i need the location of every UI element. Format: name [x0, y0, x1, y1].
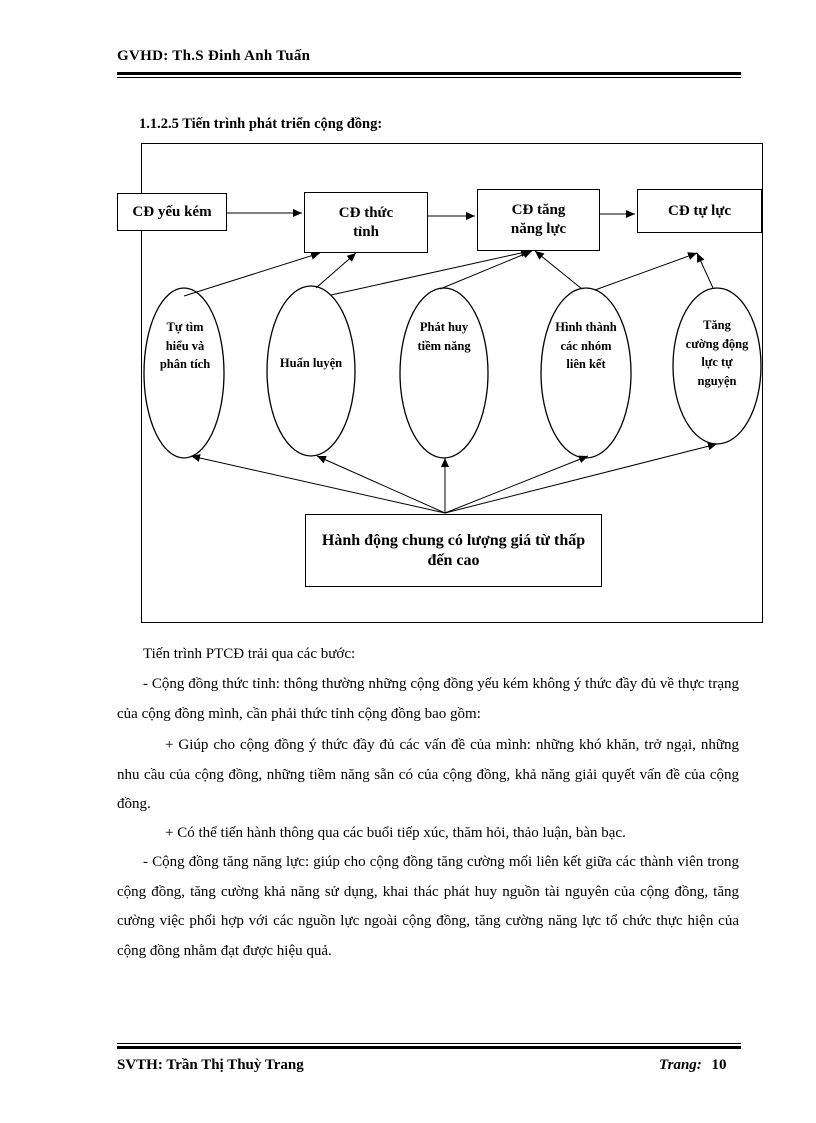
stage-box-2 [304, 192, 428, 253]
base-action-label: Hành động chung có lượng giá từ thấp đến cao [321, 531, 586, 569]
body-intro: Tiến trình PTCĐ trải qua các bước: [143, 646, 356, 662]
activity-label-3: Phát huy tiềm năng [417, 320, 471, 353]
footer-page-label: Trang: [659, 1057, 702, 1073]
section-title: 1.1.2.5 Tiến trình phát triển cộng đồng: [139, 116, 383, 132]
body-paragraph-1: - Cộng đồng thức tỉnh: thông thường những cộng đồng yếu kém không ý thức đầy đủ về thực trạng của cộng đồng mình, cần phải thức tỉnh cộng đồng bao gồm: [117, 676, 739, 722]
arrow-oval5-stage4 [697, 253, 713, 288]
stage-label-1: CĐ yếu kém [132, 203, 212, 220]
activity-label-4: Hình thành các nhóm liên kết [555, 320, 617, 371]
arrow-oval2-stage3 [331, 251, 530, 295]
footer-student: SVTH: Trần Thị Thuỳ Trang [117, 1057, 304, 1073]
body-paragraph-4: - Cộng đồng tăng năng lực: giúp cho cộng đồng tăng cường mối liên kết giữa các thành viên trong cộng đồng, tăng cường khả năng sử dụng, khai thác phát huy nguồn tài nguyên của cộng đồng, tăng cường việc phối hợp với các nguồn lực ngoài cộng đồng, tăng cường năng lực tổ chức thực hiện của cộng đồng nhằm đạt được hiệu quả. [117, 854, 739, 959]
body-paragraph-2: + Giúp cho cộng đồng ý thức đầy đủ các vấn đề của mình: những khó khăn, trở ngại, những nhu cầu của cộng đồng, những tiềm năng sẵn có của cộng đồng, khả năng giải quyết vấn đề của cộng đồng. [117, 737, 739, 812]
arrow-base-oval4 [445, 456, 588, 513]
arrow-base-oval5 [445, 444, 717, 513]
arrow-oval1-stage2 [184, 253, 320, 296]
activity-label-2: Huấn luyện [279, 356, 343, 370]
stage-label-2: CĐ thức tỉnh [338, 204, 394, 240]
footer-rule-thick [117, 1046, 741, 1049]
arrow-oval4-stage3 [535, 251, 582, 289]
arrow-base-oval1 [191, 456, 445, 513]
stage-box-4 [637, 189, 762, 233]
arrow-oval4-stage4 [595, 253, 697, 290]
arrow-oval3-stage3 [440, 251, 532, 289]
stage-box-1 [117, 193, 227, 231]
base-action-box [305, 514, 602, 587]
arrow-oval2-stage2 [316, 253, 356, 288]
stage-label-3: CĐ tăng năng lực [510, 202, 567, 237]
footer-page-number: 10 [711, 1057, 727, 1073]
body-paragraph-3: + Có thể tiến hành thông qua các buổi tiếp xúc, thăm hỏi, thảo luận, bàn bạc. [165, 825, 626, 841]
footer-page [659, 1057, 727, 1074]
header-instructor: GVHD: Th.S Đinh Anh Tuấn [117, 48, 311, 64]
arrow-base-oval2 [317, 456, 445, 513]
stage-box-3 [477, 189, 600, 251]
activity-label-1: Tự tìm hiểu và phân tích [159, 320, 211, 371]
footer-rule-thin [117, 1043, 741, 1044]
oval-activity-3 [400, 288, 488, 458]
stage-label-4: CĐ tự lực [668, 202, 731, 219]
activity-label-5: Tăng cường động lực tự nguyện [685, 318, 749, 388]
